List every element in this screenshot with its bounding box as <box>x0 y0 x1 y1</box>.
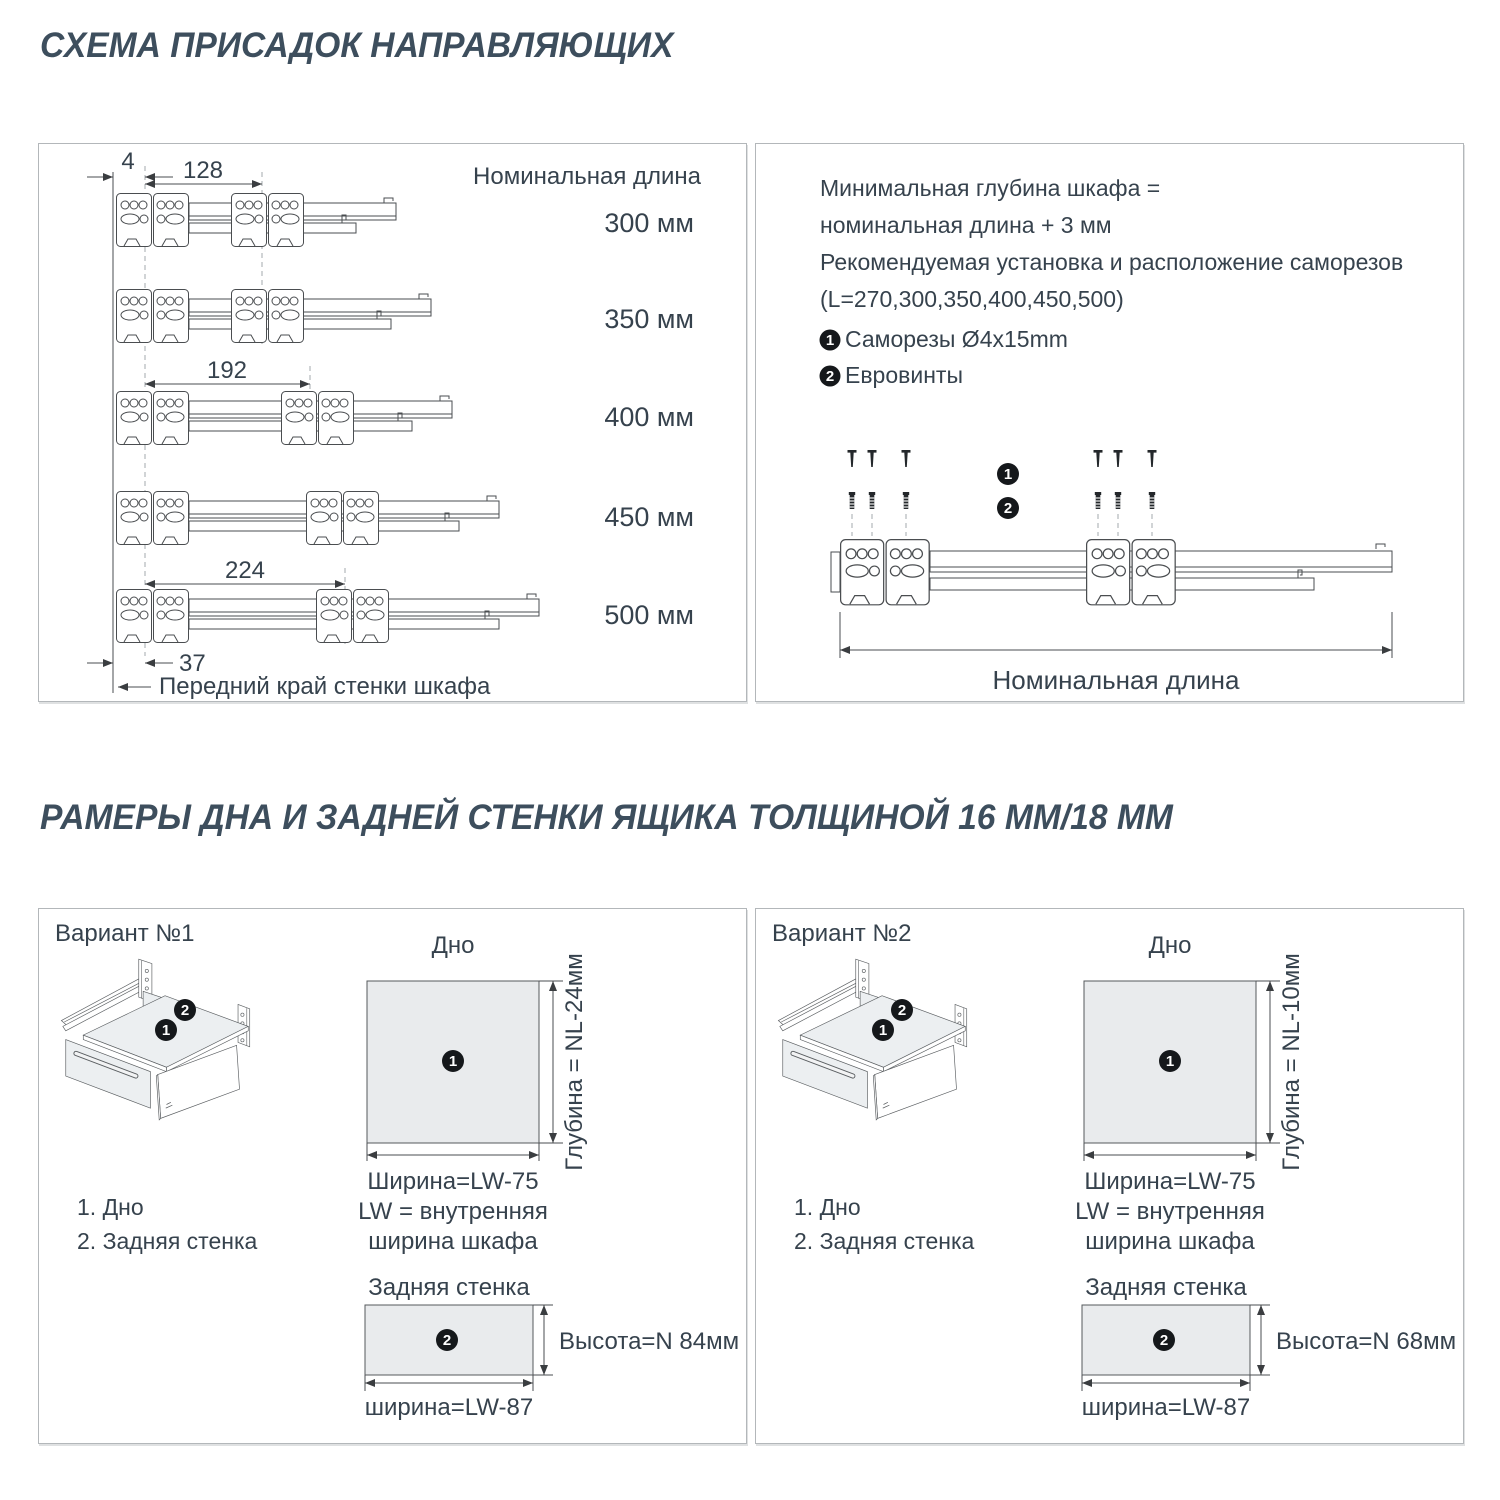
variant-title: Вариант №1 <box>55 920 195 947</box>
install-panel <box>755 143 1464 702</box>
svg-text:1: 1 <box>1003 466 1013 483</box>
guide-panel <box>38 143 747 702</box>
svg-text:2: 2 <box>1159 1332 1169 1349</box>
variant2-panel <box>755 908 1464 1444</box>
parts-list-item-2: 2. Задняя стенка <box>77 1228 258 1254</box>
row-label: 400 мм <box>604 402 694 432</box>
lw-note-line1: LW = внутренняя <box>1075 1198 1265 1225</box>
svg-text:1: 1 <box>1165 1053 1175 1070</box>
dim-37: 37 <box>179 650 206 677</box>
bottom-title: Дно <box>431 932 475 959</box>
svg-text:2: 2 <box>1003 500 1013 517</box>
height-label: Высота=N 84мм <box>559 1328 740 1355</box>
variant2-diagram <box>756 909 1463 1443</box>
svg-text:1: 1 <box>825 332 835 349</box>
back-title: Задняя стенка <box>1085 1274 1247 1301</box>
dim-128: 128 <box>182 157 224 184</box>
row-label: 450 мм <box>604 502 694 532</box>
variant1-diagram <box>39 909 746 1443</box>
legend-2-label: Евровинты <box>845 362 963 388</box>
back-width-label: ширина=LW-87 <box>1081 1394 1251 1421</box>
svg-text:2: 2 <box>825 368 835 385</box>
screws-set-1 <box>848 450 911 536</box>
install-text-line: Рекомендуемая установка и расположение саморезов <box>820 249 1404 275</box>
drawer-exploded-art <box>61 959 249 1120</box>
lw-note-line1: LW = внутренняя <box>358 1198 548 1225</box>
slide-assembly <box>831 540 1392 605</box>
back-width-label: ширина=LW-87 <box>364 1394 534 1421</box>
row-label: 500 мм <box>604 600 694 630</box>
legend-item-euroscrews <box>820 362 963 388</box>
variant-title: Вариант №2 <box>772 920 912 947</box>
parts-list-item-2: 2. Задняя стенка <box>794 1228 975 1254</box>
depth-label: Глубина = NL-10мм <box>1278 953 1305 1171</box>
dim-224: 224 <box>224 557 266 584</box>
rail-row-400 <box>117 392 695 445</box>
parts-list-item-1: 1. Дно <box>794 1194 861 1220</box>
install-text-line: Минимальная глубина шкафа = <box>820 175 1161 201</box>
install-text-line: номинальная длина + 3 мм <box>820 212 1112 238</box>
svg-text:2: 2 <box>180 1002 190 1019</box>
svg-text:1: 1 <box>878 1022 888 1039</box>
section-title: РАМЕРЫ ДНА И ЗАДНЕЙ СТЕНКИ ЯЩИКА ТОЛЩИНОЙ 16 ММ/18 ММ <box>40 798 1173 837</box>
lw-note-line2: ширина шкафа <box>1085 1228 1255 1255</box>
height-label: Высота=N 68мм <box>1276 1328 1457 1355</box>
dim-4: 4 <box>121 148 135 175</box>
nominal-length-label: Номинальная длина <box>992 665 1240 695</box>
parts-list-item-1: 1. Дно <box>77 1194 144 1220</box>
rail-row-450 <box>117 492 695 545</box>
legend-1-label: Саморезы Ø4x15mm <box>845 326 1068 352</box>
back-title: Задняя стенка <box>368 1274 530 1301</box>
bottom-title: Дно <box>1148 932 1192 959</box>
svg-text:1: 1 <box>161 1022 171 1039</box>
rail-row-350 <box>117 290 695 343</box>
page-title: СХЕМА ПРИСАДОК НАПРАВЛЯЮЩИХ <box>40 26 674 65</box>
row-label: 300 мм <box>604 208 694 238</box>
nominal-length-header: Номинальная длина <box>473 163 701 190</box>
install-diagram <box>756 144 1463 701</box>
svg-text:2: 2 <box>897 1002 907 1019</box>
install-text-line: (L=270,300,350,400,450,500) <box>820 286 1124 312</box>
svg-text:1: 1 <box>448 1053 458 1070</box>
rail-row-300 <box>117 194 695 247</box>
screws-set-2 <box>1094 450 1157 536</box>
dim-192: 192 <box>206 357 248 384</box>
legend-item-screws <box>820 326 1068 352</box>
svg-text:2: 2 <box>442 1332 452 1349</box>
depth-label: Глубина = NL-24мм <box>561 953 588 1171</box>
rail-row-500 <box>117 590 695 643</box>
lw-note-line2: ширина шкафа <box>368 1228 538 1255</box>
front-edge-note: Передний край стенки шкафа <box>159 673 491 700</box>
width-label: Ширина=LW-75 <box>1084 1168 1256 1195</box>
drawer-exploded-art <box>778 959 966 1120</box>
row-label: 350 мм <box>604 304 694 334</box>
guide-diagram <box>39 144 746 701</box>
width-label: Ширина=LW-75 <box>367 1168 539 1195</box>
variant1-panel <box>38 908 747 1444</box>
